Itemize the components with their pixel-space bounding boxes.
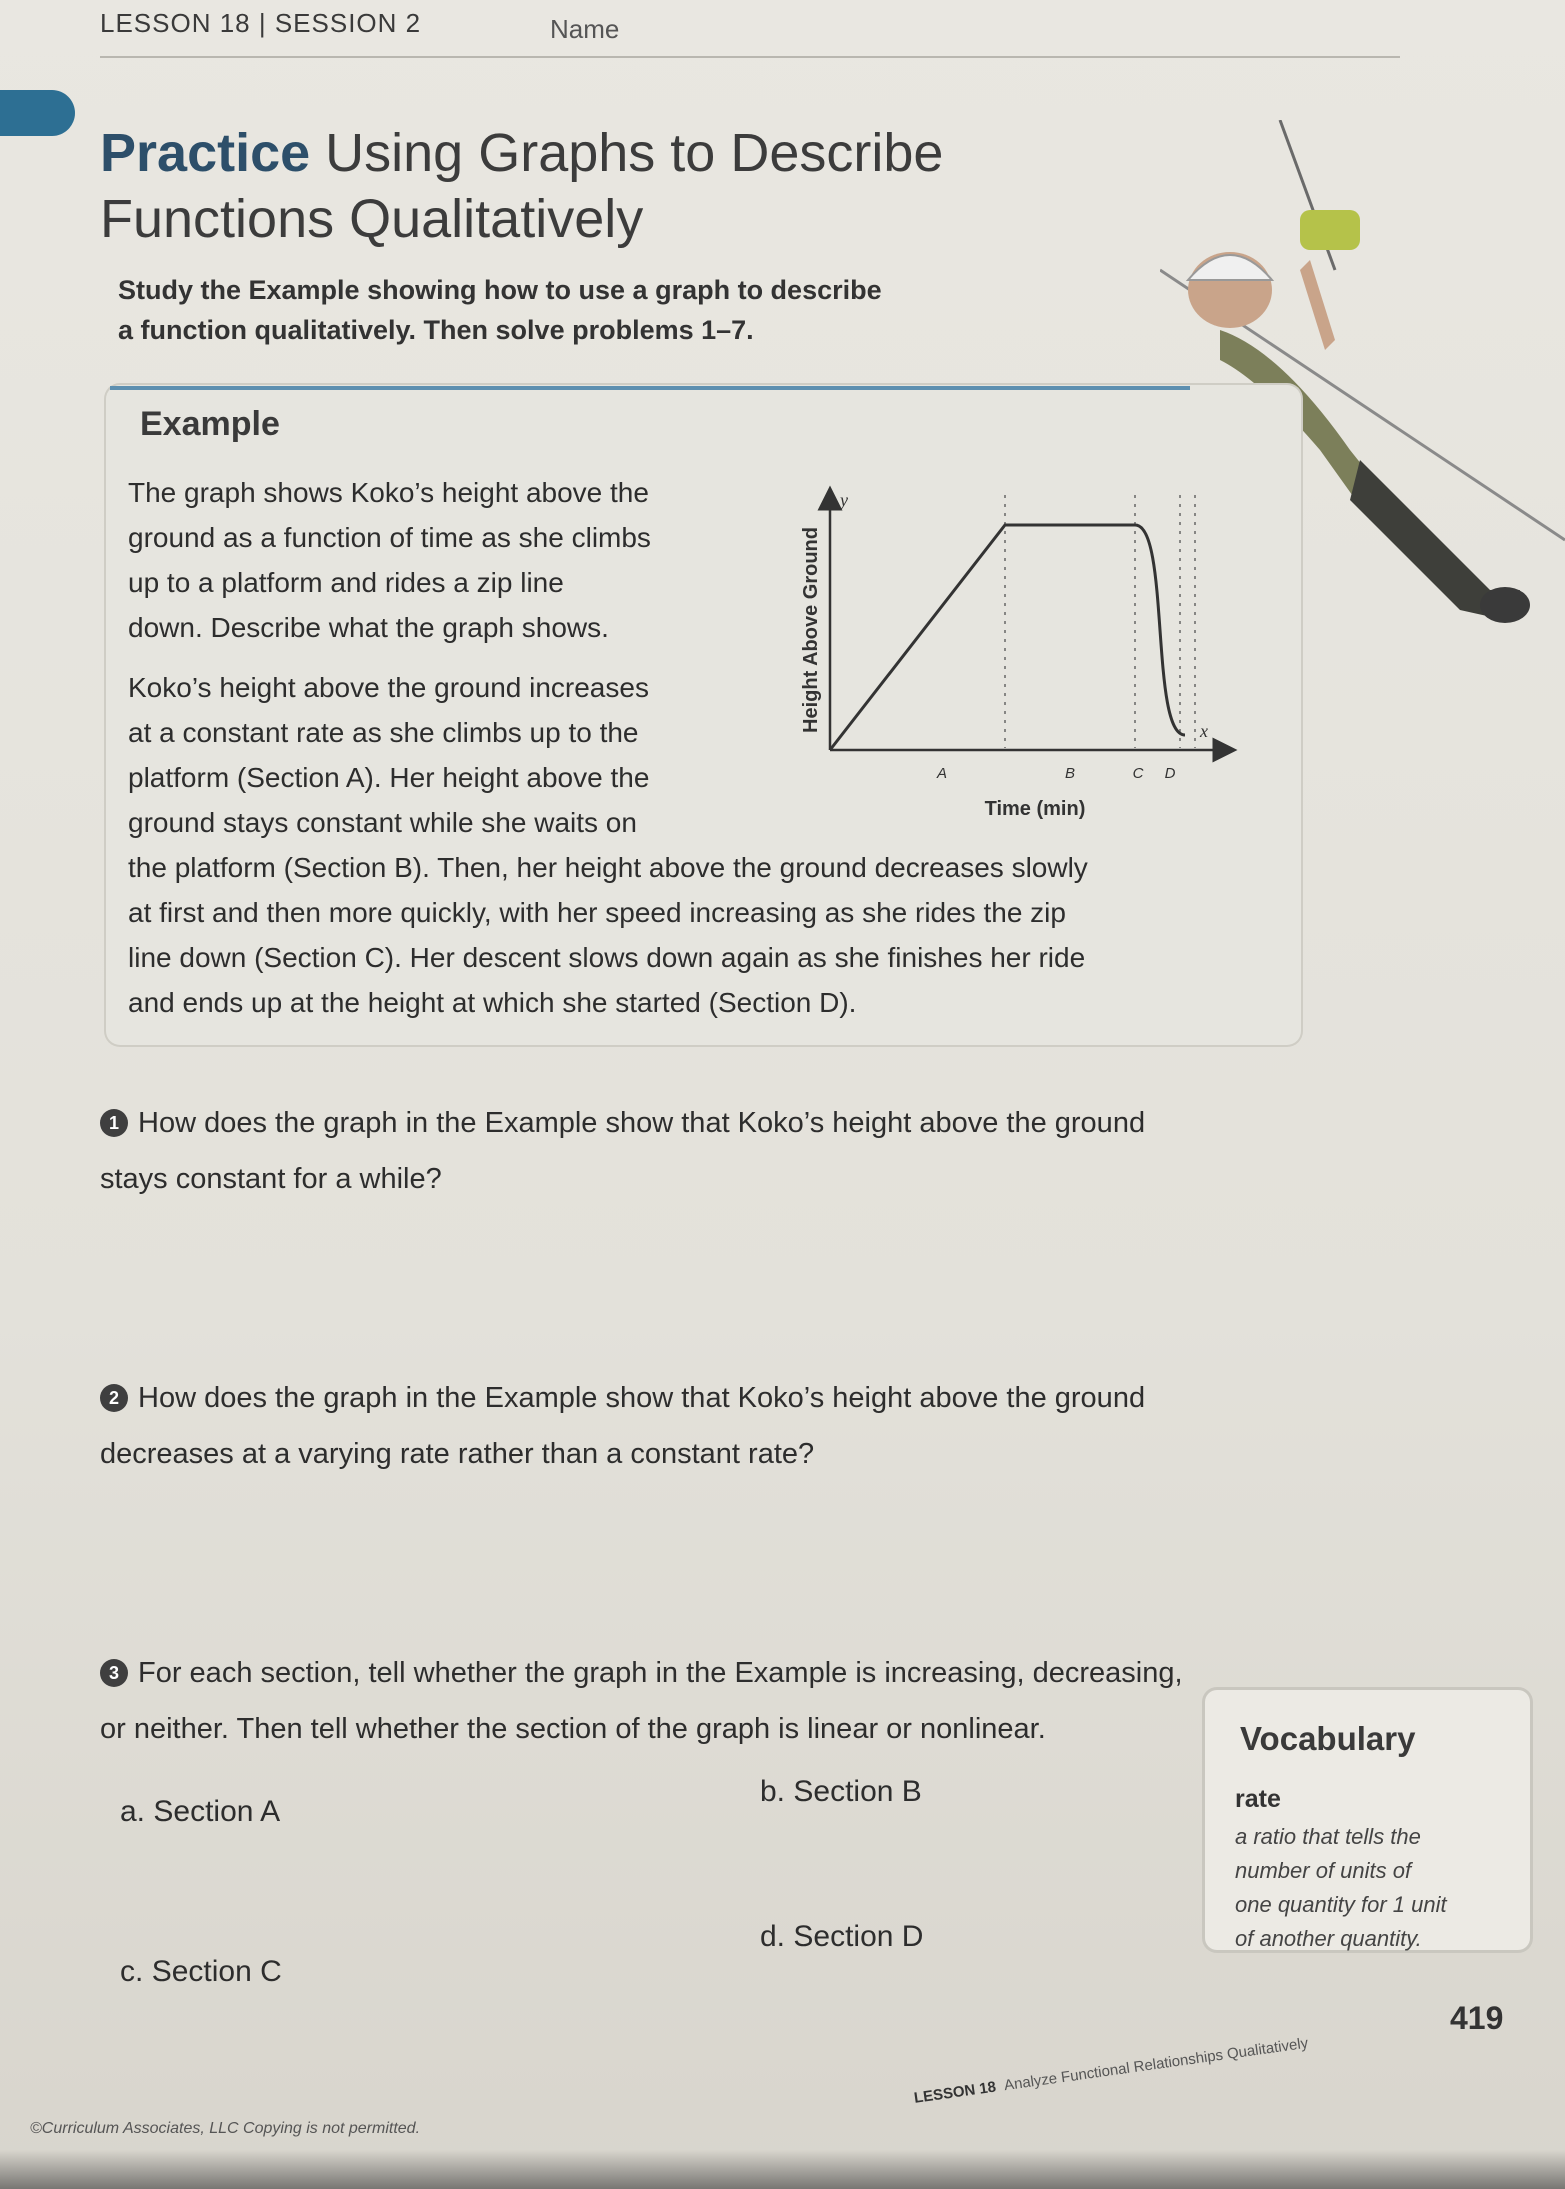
example-title: Example <box>140 405 280 443</box>
question-3-part-c <box>120 1955 282 1989</box>
question-2 <box>100 1370 1145 1482</box>
title-line-1 <box>100 120 943 186</box>
section-label-d: D <box>1164 765 1176 782</box>
vocabulary-title: Vocabulary <box>1240 1720 1416 1757</box>
part-text: Section B <box>793 1775 922 1808</box>
name-label: Name <box>550 14 620 44</box>
example-answer-wide <box>128 845 1088 1025</box>
example-answer-line: and ends up at the height at which she started (Section D). <box>128 987 857 1018</box>
height-time-graph <box>790 480 1240 830</box>
example-answer-narrow <box>128 665 649 845</box>
part-label: c. <box>120 1955 144 1988</box>
example-answer-line: Koko’s height above the ground increases <box>128 672 649 703</box>
part-label: b. <box>760 1775 786 1808</box>
part-text: Section D <box>793 1920 924 1953</box>
blue-tab-decoration <box>0 90 75 136</box>
section-label-b: B <box>1064 765 1076 782</box>
example-answer-line: ground stays constant while she waits on <box>128 807 637 838</box>
example-prompt <box>128 470 651 650</box>
page-title <box>100 120 943 252</box>
example-prompt-line: The graph shows Koko’s height above the <box>128 477 649 508</box>
vocabulary-box <box>1205 1690 1530 1950</box>
part-text: Section A <box>153 1795 281 1828</box>
header-divider <box>100 56 1400 58</box>
footer-lesson-title <box>913 2035 1309 2107</box>
question-1 <box>100 1095 1145 1207</box>
example-prompt-line: ground as a function of time as she climbs <box>128 522 651 553</box>
title-line-1-rest: Using Graphs to Describe <box>310 123 944 183</box>
page-header <box>100 0 1500 60</box>
x-axis-label: Time (min) <box>984 798 1086 820</box>
instructions-line-2: a function qualitatively. Then solve problems 1–7. <box>118 315 754 345</box>
example-prompt-line: down. Describe what the graph shows. <box>128 612 609 643</box>
example-answer-line: at a constant rate as she climbs up to the <box>128 717 639 748</box>
footer-lesson-number: LESSON 18 <box>913 2078 998 2107</box>
question-3-part-a <box>120 1795 280 1829</box>
question-number-badge: 2 <box>100 1384 128 1412</box>
question-3-part-d <box>760 1920 923 1954</box>
y-axis-label: Height Above Ground <box>800 527 822 733</box>
example-answer-line: platform (Section A). Her height above the <box>128 762 650 793</box>
part-label: d. <box>760 1920 786 1953</box>
lesson-session-tag: LESSON 18 | SESSION 2 <box>100 8 422 38</box>
question-text: or neither. Then tell whether the section of the graph is linear or nonlinear. <box>100 1713 1046 1745</box>
example-answer-line: at first and then more quickly, with her speed increasing as she rides the zip <box>128 897 1066 928</box>
question-number-badge: 3 <box>100 1659 128 1687</box>
example-top-rule <box>110 386 1190 390</box>
question-text: For each section, tell whether the graph in the Example is increasing, decreasing, <box>138 1657 1183 1689</box>
vocabulary-term: rate <box>1235 1785 1281 1813</box>
x-axis-letter: x <box>1200 721 1208 741</box>
vocabulary-definition <box>1235 1820 1505 1956</box>
height-curve <box>830 525 1185 750</box>
part-label: a. <box>120 1795 146 1828</box>
y-axis-letter: y <box>840 490 848 510</box>
question-number-badge: 1 <box>100 1109 128 1137</box>
title-line-2: Functions Qualitatively <box>100 189 644 249</box>
example-answer-line: line down (Section C). Her descent slows down again as she finishes her ride <box>128 942 1086 973</box>
example-prompt-line: up to a platform and rides a zip line <box>128 567 564 598</box>
question-text: decreases at a varying rate rather than a constant rate? <box>100 1438 815 1470</box>
question-text: How does the graph in the Example show that Koko’s height above the ground <box>138 1107 1146 1139</box>
instructions-line-1: Study the Example showing how to use a graph to describe <box>118 275 882 305</box>
section-label-a: A <box>936 765 948 782</box>
title-practice-word: Practice <box>100 123 311 183</box>
copyright-notice: ©Curriculum Associates, LLC Copying is not permitted. <box>30 2120 421 2137</box>
instructions <box>118 270 1018 350</box>
section-label-c: C <box>1132 765 1144 782</box>
question-text: How does the graph in the Example show that Koko’s height above the ground <box>138 1382 1146 1414</box>
question-text: stays constant for a while? <box>100 1163 442 1195</box>
part-text: Section C <box>151 1955 282 1988</box>
vocabulary-definition-line: one quantity for 1 unit <box>1235 1892 1447 1917</box>
page-number: 419 <box>1450 2000 1504 2036</box>
vocabulary-definition-line: of another quantity. <box>1235 1926 1422 1951</box>
bottom-shadow <box>0 2150 1565 2189</box>
example-answer-line: the platform (Section B). Then, her height above the ground decreases slowly <box>128 852 1088 883</box>
vocabulary-definition-line: number of units of <box>1235 1858 1412 1883</box>
question-3 <box>100 1645 1183 1757</box>
question-3-part-b <box>760 1775 922 1809</box>
vocabulary-definition-line: a ratio that tells the <box>1235 1824 1421 1849</box>
footer-lesson-name: Analyze Functional Relationships Qualitatively <box>1002 2034 1310 2095</box>
